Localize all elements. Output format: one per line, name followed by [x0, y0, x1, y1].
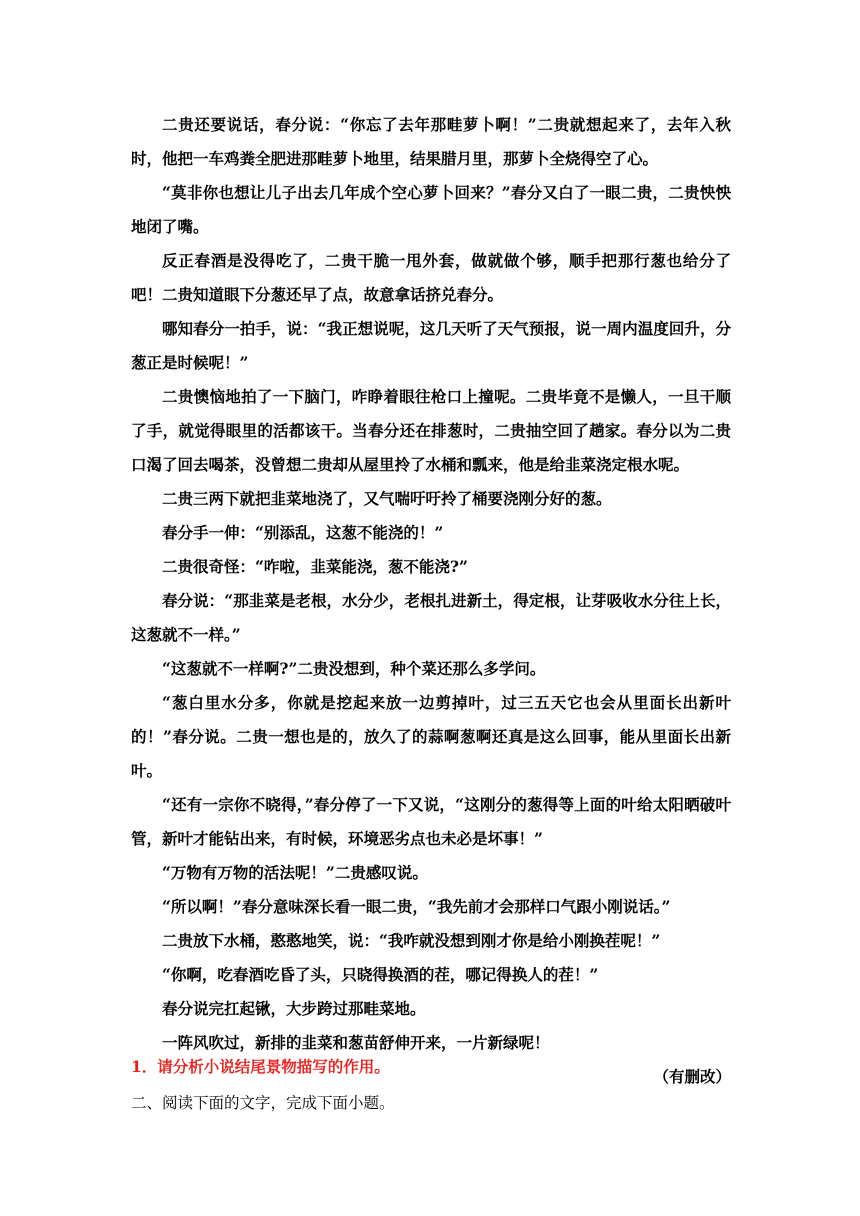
story-paragraph: 哪知春分一拍手，说：“我正想说呢，这几天听了天气预报，说一周内温度回升，分葱正是时候呢！” [131, 319, 731, 372]
section-heading: 二、阅读下面的文字，完成下面小题。 [131, 1094, 395, 1112]
source-note: （有删改） [653, 1067, 731, 1086]
story-paragraph: 春分手一伸：“别添乱，这葱不能浇的！” [162, 523, 444, 542]
story-text [131, 108, 731, 1094]
story-paragraph: “所以啊！”春分意味深长看一眼二贵，“我先前才会那样口气跟小刚说话。” [162, 897, 671, 916]
story-paragraph: 二贵三两下就把韭菜地浇了，又气喘吁吁拎了桶要浇刚分好的葱。 [162, 489, 612, 508]
story-paragraph: “这葱就不一样啊?”二贵没想到，种个菜还那么多学问。 [162, 659, 546, 678]
story-paragraph: 春分说完扛起锹，大步跨过那畦菜地。 [162, 999, 426, 1018]
story-paragraph: 二贵懊恼地拍了一下脑门，咋睁着眼往枪口上撞呢。二贵毕竟不是懒人，一旦干顺了手，就觉得眼里的活都该干。当春分还在排葱时，二贵抽空回了趟家。春分以为二贵口渴了回去喝茶，没曾想二贵却从屋里拎了水桶和瓢来，他是给韭菜浇定根水呢。 [131, 387, 731, 474]
story-paragraph: “你啊，吃春酒吃昏了头，只晓得换酒的茬，哪记得换人的茬！” [162, 965, 599, 984]
story-paragraph: “还有一宗你不晓得，”春分停了一下又说，“这刚分的葱得等上面的叶给太阳晒破叶管，新叶才能钻出来，有时候，环境恶劣点也未必是坏事！” [131, 795, 731, 848]
story-paragraph: 二贵放下水桶，憨憨地笑，说：“我咋就没想到刚才你是给小刚换茬呢！” [162, 931, 661, 950]
story-paragraph: 春分说：“那韭菜是老根，水分少，老根扎进新土，得定根，让芽吸收水分往上长，这葱就不一样。” [131, 591, 731, 644]
story-paragraph: 二贵还要说话，春分说：“你忘了去年那畦萝卜啊！”二贵就想起来了，去年入秋时，他把一车鸡粪全肥进那畦萝卜地里，结果腊月里，那萝卜全烧得空了心。 [131, 115, 731, 168]
question-1: 1．请分析小说结尾景物描写的作用。 [131, 1057, 390, 1076]
story-paragraph: “莫非你也想让儿子出去几年成个空心萝卜回来？”春分又白了一眼二贵，二贵怏怏地闭了嘴。 [131, 183, 731, 236]
story-paragraph: 二贵很奇怪：“咋啦，韭菜能浇，葱不能浇?” [162, 557, 468, 576]
story-paragraph: 一阵风吹过，新排的韭菜和葱苗舒伸开来，一片新绿呢！ [162, 1033, 550, 1052]
story-paragraph: “万物有万物的活法呢！”二贵感叹说。 [162, 863, 428, 882]
story-paragraph: “葱白里水分多，你就是挖起来放一边剪掉叶，过三五天它也会从里面长出新叶的！”春分说。二贵一想也是的，放久了的蒜啊葱啊还真是这么回事，能从里面长出新叶。 [131, 693, 731, 780]
story-paragraph: 反正春酒是没得吃了，二贵干脆一甩外套，做就做个够，顺手把那行葱也给分了吧！二贵知道眼下分葱还早了点，故意拿话挤兑春分。 [131, 251, 731, 304]
